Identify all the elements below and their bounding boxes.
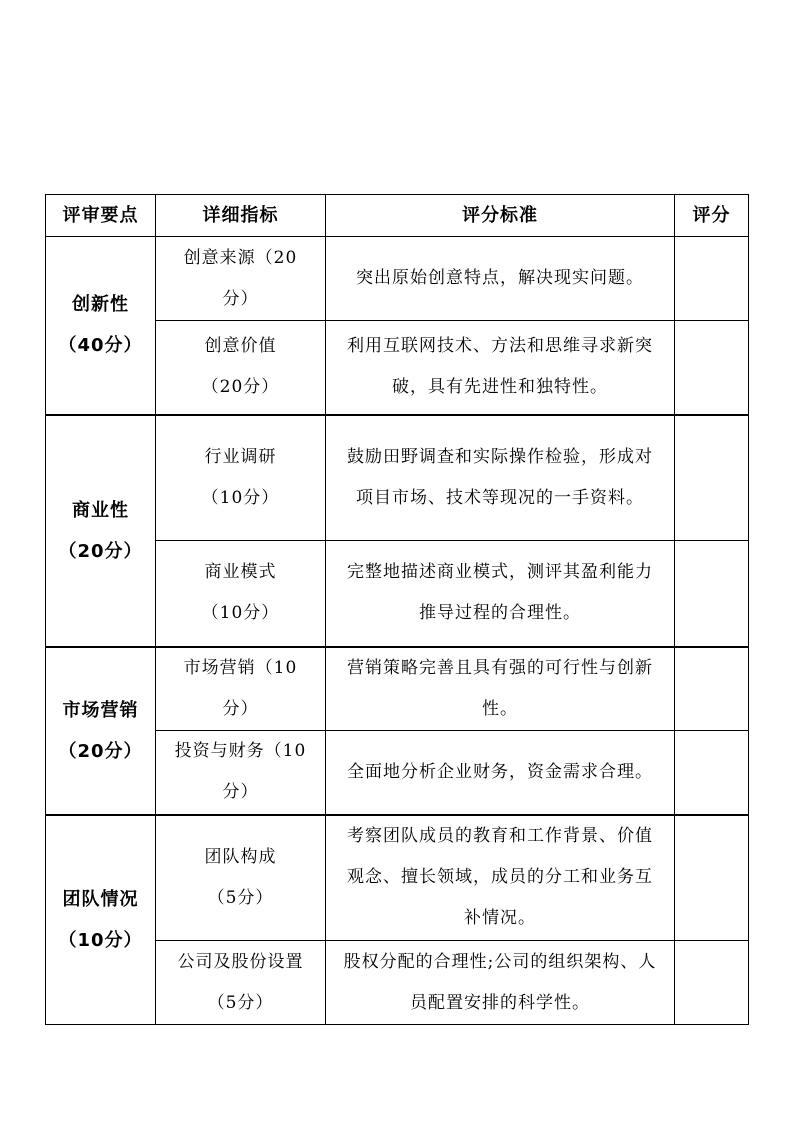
- category-points: （10分）: [58, 929, 143, 951]
- indicator-line: 投资与财务（10: [174, 741, 307, 762]
- indicator-line: （10分）: [201, 603, 280, 624]
- table-row: [46, 815, 749, 941]
- table-row: [46, 237, 749, 321]
- indicator-line: （20分）: [201, 377, 280, 398]
- indicator-line: 分）: [222, 288, 259, 309]
- criteria-cell: 股权分配的合理性;公司的组织架构、人员配置安排的科学性。: [326, 941, 675, 1025]
- indicator-cell: [156, 647, 326, 731]
- indicator-cell: [156, 415, 326, 541]
- criteria-cell: 利用互联网技术、方法和思维寻求新突破，具有先进性和独特性。: [326, 321, 675, 415]
- indicator-cell: [156, 321, 326, 415]
- category-cell: [46, 415, 156, 647]
- category-cell: [46, 647, 156, 815]
- indicator-line: 团队构成: [204, 846, 277, 867]
- indicator-line: （5分）: [207, 887, 274, 908]
- indicator-line: 公司及股份设置: [177, 951, 304, 972]
- score-cell[interactable]: [675, 731, 749, 815]
- indicator-cell: [156, 237, 326, 321]
- score-cell[interactable]: [675, 415, 749, 541]
- table-row: [46, 415, 749, 541]
- criteria-cell: 考察团队成员的教育和工作背景、价值观念、擅长领域，成员的分工和业务互补情况。: [326, 815, 675, 941]
- criteria-cell: 全面地分析企业财务，资金需求合理。: [326, 731, 675, 815]
- indicator-line: 分）: [222, 698, 259, 719]
- criteria-cell: 突出原始创意特点，解决现实问题。: [326, 237, 675, 321]
- indicator-line: 行业调研: [204, 446, 277, 467]
- indicator-line: （10分）: [201, 487, 280, 508]
- scoring-table: [45, 194, 749, 1025]
- category-name: 商业性: [72, 499, 129, 521]
- indicator-line: 市场营销（10: [183, 657, 298, 678]
- indicator-cell: [156, 541, 326, 647]
- indicator-cell: [156, 731, 326, 815]
- table-row: [46, 647, 749, 731]
- score-cell[interactable]: [675, 815, 749, 941]
- category-points: （20分）: [58, 740, 143, 762]
- header-row: [46, 195, 749, 237]
- category-cell: [46, 815, 156, 1025]
- header-scoring-criteria: 评分标准: [326, 195, 675, 237]
- indicator-line: 分）: [222, 782, 259, 803]
- category-name: 市场营销: [62, 699, 139, 721]
- criteria-cell: 营销策略完善且具有强的可行性与创新性。: [326, 647, 675, 731]
- indicator-cell: [156, 815, 326, 941]
- category-points: （20分）: [58, 540, 143, 562]
- category-name: 团队情况: [62, 888, 139, 910]
- header-score: 评分: [675, 195, 749, 237]
- indicator-line: 创意来源（20: [183, 247, 298, 268]
- category-name: 创新性: [72, 294, 129, 316]
- indicator-line: 创意价值: [204, 336, 277, 357]
- indicator-line: （5分）: [207, 992, 274, 1013]
- score-cell[interactable]: [675, 321, 749, 415]
- header-detailed-indicators: 详细指标: [156, 195, 326, 237]
- category-cell: [46, 237, 156, 415]
- score-cell[interactable]: [675, 541, 749, 647]
- criteria-cell: 鼓励田野调查和实际操作检验，形成对项目市场、技术等现况的一手资料。: [326, 415, 675, 541]
- score-cell[interactable]: [675, 237, 749, 321]
- indicator-cell: [156, 941, 326, 1025]
- score-cell[interactable]: [675, 647, 749, 731]
- score-cell[interactable]: [675, 941, 749, 1025]
- criteria-cell: 完整地描述商业模式，测评其盈利能力推导过程的合理性。: [326, 541, 675, 647]
- category-points: （40分）: [58, 335, 143, 357]
- header-review-points: 评审要点: [46, 195, 156, 237]
- indicator-line: 商业模式: [204, 562, 277, 583]
